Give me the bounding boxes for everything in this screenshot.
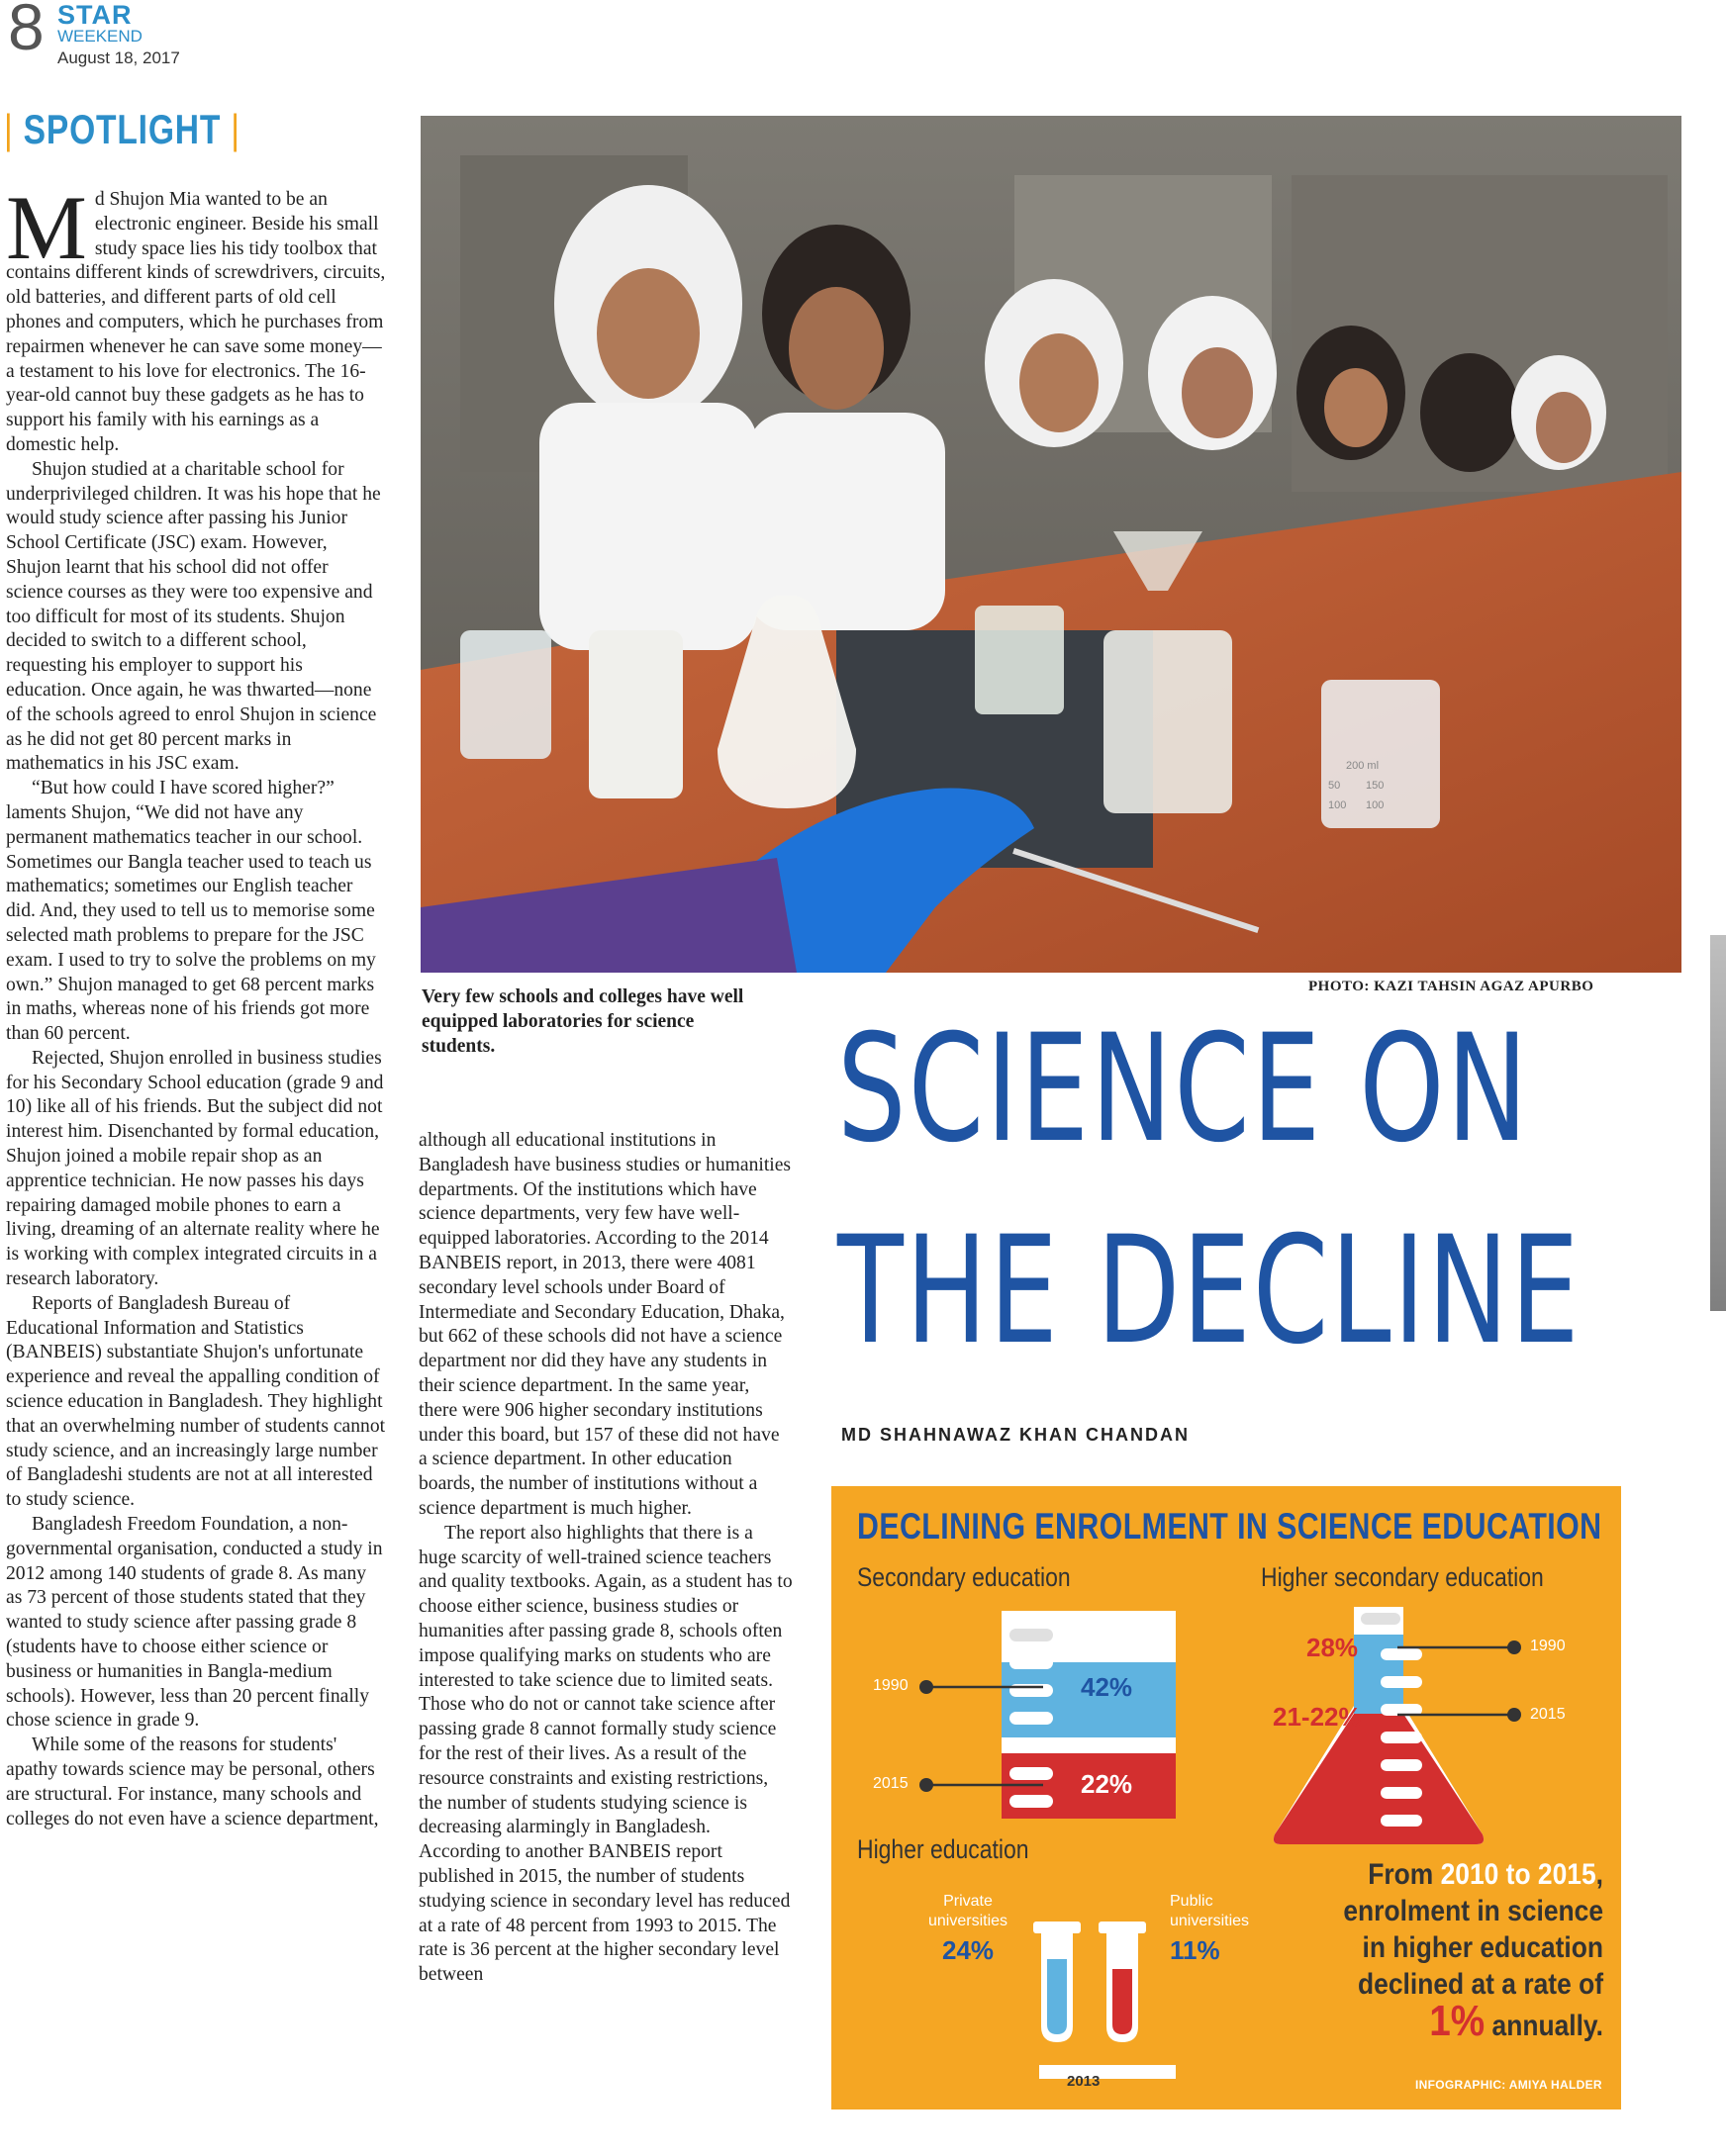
article-paragraph: Md Shujon Mia wanted to be an electronic engineer. Beside his small study space lies his tidy toolbox that contains different kinds of screwdrivers, circuits, old batteries, and different parts of old cell phones and computers, which he purchases from repairmen whenever he can save some money—a testament to his love for electronics. The 16-year-old cannot buy these gadgets as he has to support his family with his earnings as a domestic help. — [6, 177, 386, 455]
beaker-mark-50: 50 — [1328, 780, 1341, 792]
higher-education-test-tubes — [1033, 1922, 1176, 2079]
higher-education-label: Higher education — [857, 1834, 1029, 1864]
infographic — [831, 1486, 1621, 2109]
article-column-1 — [6, 177, 386, 1831]
article-paragraph: Bangladesh Freedom Foundation, a non-governmental organisation, conducted a study in 2012 among 140 students of grade 8. As many as 73 percent of those students stated that they wanted to study science after passing grade 8 (students have to choose either science or business or humanities in Bangla-medium schools). However, less than 20 percent finally chose science in grade 9. — [6, 1514, 383, 1732]
beaker-mark-100: 100 — [1366, 799, 1385, 811]
higher-education-year: 2013 — [1067, 2073, 1101, 2090]
secondary-value-2015: 22% — [1081, 1769, 1133, 1799]
drop-cap: M — [6, 177, 87, 278]
public-universities-label: Public universities — [1170, 1893, 1250, 1929]
article-paragraph: “But how could I have scored higher?” laments Shujon, “We did not have any permanent mathematics teacher in our school. Sometimes our Bangla teacher used to teach us mathematics; sometimes our English teacher did. And, they used to tell us to memorise some selected math problems to prepare for the JSC exam. I used to try to solve the problems on my own.” Shujon managed to get 68 percent marks in maths, whereas none of his friends got more than 60 percent. — [6, 778, 376, 1045]
private-university-fill — [1047, 1959, 1067, 2034]
beaker-mark-100-left: 100 — [1328, 799, 1347, 811]
byline: MD SHAHNAWAZ KHAN CHANDAN — [841, 1425, 1190, 1445]
higher-secondary-year-2015: 2015 — [1530, 1706, 1566, 1723]
article-paragraph: Rejected, Shujon enrolled in business studies for his Secondary School education (grade 9 and 10) like all of his friends. But the subject did not interest him. Disenchanted by formal education, Shujon joined a mobile repair shop as an apprentice technician. He now passes his days repairing damaged mobile phones to earn a living, dreaming of an alternate reality where he is working with complex integrated circuits in a research laboratory. — [6, 1047, 384, 1290]
secondary-value-1990: 42% — [1081, 1672, 1133, 1702]
infographic-title: DECLINING ENROLMENT IN SCIENCE EDUCATION — [857, 1506, 1602, 1547]
higher-secondary-value-1990: 28% — [1306, 1633, 1359, 1662]
secondary-beaker — [919, 1611, 1176, 1819]
article-paragraph: While some of the reasons for students' apathy towards science may be personal, others are structural. For instance, many schools and colleges do not even have a science department, — [6, 1734, 379, 1829]
public-universities-value: 11% — [1170, 1935, 1220, 1965]
higher-secondary-2015-fill — [1274, 1714, 1484, 1844]
section-bar-right: | — [231, 106, 240, 152]
infographic-credit: INFOGRAPHIC: AMIYA HALDER — [1415, 2078, 1602, 2092]
photo-caption: Very few schools and colleges have well equipped laboratories for science students. — [422, 986, 744, 1057]
article-paragraph: Reports of Bangladesh Bureau of Educational Information and Statistics (BANBEIS) substantiate Shujon's unfortunate experience and reveal the appalling condition of science education in Bangladesh. They highlight that an overwhelming number of students cannot study science, and an increasingly large number of Bangladeshi students are not at all interested to study science. — [6, 1292, 386, 1511]
section-bar-left: | — [4, 106, 14, 152]
higher-secondary-label: Higher secondary education — [1261, 1562, 1544, 1592]
lab-photo — [421, 116, 1681, 973]
infographic-summary: From 2010 to 2015, enrolment in science in higher education declined at a rate of 1% annually. — [1343, 1858, 1603, 2045]
article-column-2 — [419, 1129, 793, 1988]
beaker-mark-150: 150 — [1366, 780, 1385, 792]
private-universities-label: Private universities — [927, 1893, 1008, 1929]
page-edge-strip — [1710, 935, 1726, 1311]
private-universities-value: 24% — [942, 1935, 995, 1965]
higher-secondary-value-2015: 21-22% — [1273, 1702, 1362, 1732]
photo-credit: PHOTO: KAZI TAHSIN AGAZ APURBO — [1308, 979, 1594, 994]
beaker-mark-200: 200 ml — [1346, 760, 1380, 772]
headline-line-2: THE DECLINE — [837, 1205, 1582, 1377]
secondary-year-2015: 2015 — [873, 1775, 909, 1792]
publication-date: August 18, 2017 — [57, 48, 180, 67]
higher-secondary-year-1990: 1990 — [1530, 1638, 1566, 1654]
page-number: 8 — [8, 0, 45, 63]
article-paragraph: although all educational institutions in Bangladesh have business studies or humanities departments. Of the institutions which have science departments, very few have well-equipped laboratories. According to the 2014 BANBEIS report, in 2013, there were 4081 secondary level schools under Board of Intermediate and Secondary Education, Dhaka, but 662 of these schools did not have a science department nor did they have any students in their science department. In the same year, there were 906 higher secondary institutions under this board, but 157 of these did not have a science department. In other education boards, the number of institutions without a science department is much higher. — [419, 1130, 792, 1519]
headline-line-1: SCIENCE ON — [837, 1003, 1530, 1175]
secondary-label: Secondary education — [857, 1562, 1071, 1592]
article-paragraph: Shujon studied at a charitable school for underprivileged children. It was his hope that he would study science after passing his Junior School Certificate (JSC) exam. However, Shujon learnt that his school did not offer science courses as they were too expensive and too difficult for most of its students. Shujon decided to switch to a different school, requesting his employer to support his education. Once again, he was thwarted—none of the schools agreed to enrol Shujon in science as he did not get 80 percent marks in mathematics in his JSC exam. — [6, 458, 381, 775]
brand-star: STAR — [57, 0, 133, 30]
brand-weekend: WEEKEND — [57, 27, 143, 46]
section-tag — [4, 106, 240, 152]
article-paragraph: The report also highlights that there is a huge scarcity of well-trained science teachers and quality textbooks. Again, as a student has to choose either science, business studies or humanities after passing grade 8, schools often impose qualifying marks on students who are interested to take science due to limited seats. Those who do not or cannot take science after passing grade 8 cannot formally study science for the rest of their lives. As a result of the resource constraints and existing restrictions, the number of students studying science is decreasing alarmingly in Bangladesh. According to another BANBEIS report published in 2015, the number of students studying science in secondary level has reduced at a rate of 48 percent from 1993 to 2015. The rate is 36 percent at the higher secondary level between — [419, 1522, 793, 1986]
public-university-fill — [1112, 1969, 1132, 2034]
section-label: SPOTLIGHT — [23, 106, 222, 152]
secondary-year-1990: 1990 — [873, 1677, 909, 1694]
